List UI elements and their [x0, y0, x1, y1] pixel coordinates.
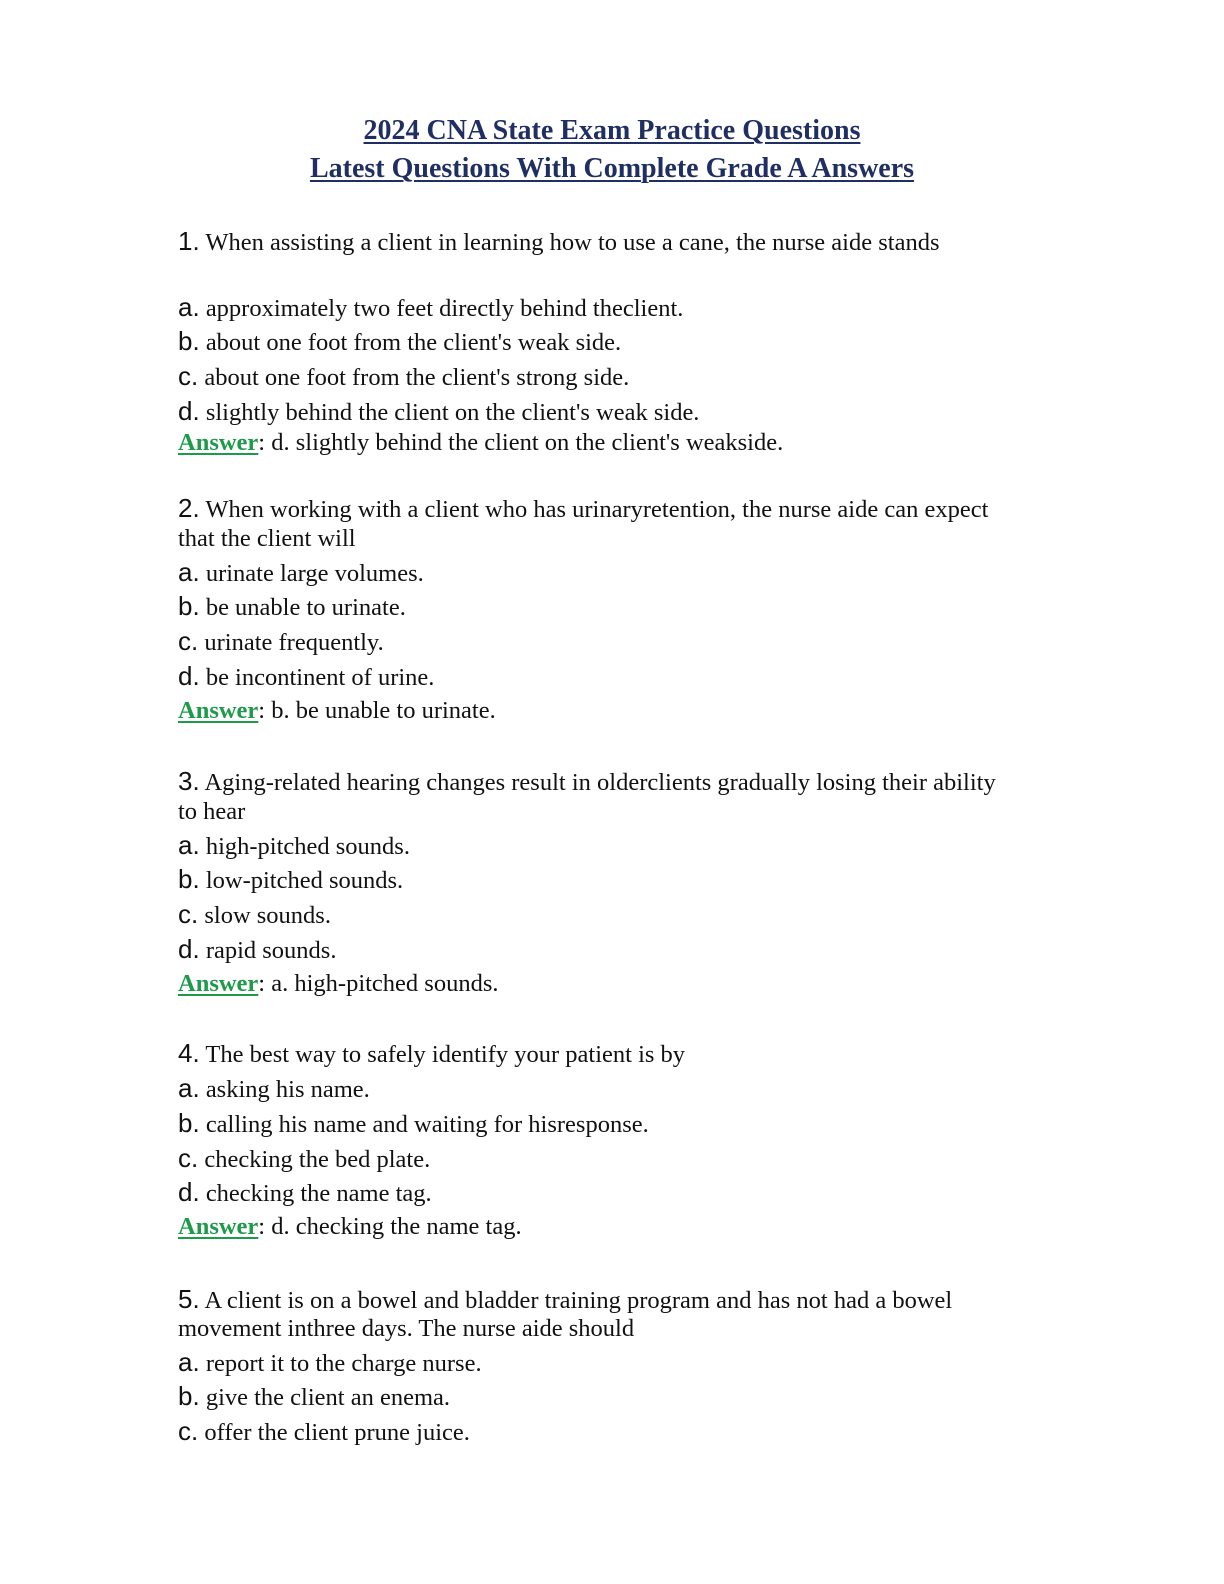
option-4c: c. checking the bed plate. [178, 1143, 431, 1173]
option-1d: d. slightly behind the client on the client's weak side. [178, 396, 700, 426]
document-title-line-2: Latest Questions With Complete Grade A Answers [309, 153, 915, 184]
option-letter: c. [178, 626, 199, 656]
question-number: 4. [178, 1038, 200, 1068]
option-1b: b. about one foot from the client's weak side. [178, 326, 622, 356]
option-1a: a. approximately two feet directly behind theclient. [178, 292, 684, 322]
option-4a: a. asking his name. [178, 1073, 370, 1103]
answer-label: Answer [178, 429, 259, 456]
option-4b: b. calling his name and waiting for hisresponse. [178, 1108, 649, 1138]
option-2a: a. urinate large volumes. [178, 557, 424, 587]
question-3-stem-line-2: to hear [178, 798, 246, 825]
option-letter: b. [178, 326, 200, 356]
option-letter: b. [178, 1381, 200, 1411]
answer-3: Answer: a. high-pitched sounds. [178, 970, 499, 997]
question-2-stem-line-1: 2. When working with a client who has urinaryretention, the nurse aide can expect [178, 493, 989, 523]
option-3a: a. high-pitched sounds. [178, 830, 410, 860]
question-number: 1. [178, 226, 200, 256]
option-letter: b. [178, 864, 200, 894]
option-letter: c. [178, 1416, 199, 1446]
answer-2: Answer: b. be unable to urinate. [178, 697, 496, 724]
answer-1: Answer: d. slightly behind the client on the client's weakside. [178, 429, 784, 456]
option-letter: a. [178, 1347, 200, 1377]
question-2-stem-line-2: that the client will [178, 525, 356, 552]
option-letter: c. [178, 899, 199, 929]
option-letter: a. [178, 830, 200, 860]
question-number: 2. [178, 493, 200, 523]
option-letter: a. [178, 557, 200, 587]
option-letter: d. [178, 661, 200, 691]
option-2b: b. be unable to urinate. [178, 591, 406, 621]
answer-label: Answer [178, 1213, 259, 1240]
option-5c: c. offer the client prune juice. [178, 1416, 470, 1446]
option-3b: b. low-pitched sounds. [178, 864, 404, 894]
question-number: 5. [178, 1284, 200, 1314]
option-5a: a. report it to the charge nurse. [178, 1347, 482, 1377]
answer-4: Answer: d. checking the name tag. [178, 1213, 522, 1240]
option-letter: d. [178, 934, 200, 964]
document-title-line-1: 2024 CNA State Exam Practice Questions [363, 115, 861, 146]
option-letter: a. [178, 292, 200, 322]
question-5-stem-line-1: 5. A client is on a bowel and bladder training program and has not had a bowel [178, 1284, 953, 1314]
question-5-stem-line-2: movement inthree days. The nurse aide should [178, 1315, 635, 1342]
option-2d: d. be incontinent of urine. [178, 661, 435, 691]
option-letter: b. [178, 591, 200, 621]
option-3d: d. rapid sounds. [178, 934, 337, 964]
option-5b: b. give the client an enema. [178, 1381, 451, 1411]
question-3-stem-line-1: 3. Aging-related hearing changes result in olderclients gradually losing their ability [178, 766, 996, 796]
option-letter: c. [178, 1143, 199, 1173]
option-2c: c. urinate frequently. [178, 626, 384, 656]
option-letter: d. [178, 1177, 200, 1207]
question-number: 3. [178, 766, 200, 796]
answer-label: Answer [178, 697, 259, 724]
option-letter: a. [178, 1073, 200, 1103]
question-1-stem: 1. When assisting a client in learning how to use a cane, the nurse aide stands [178, 226, 940, 256]
option-1c: c. about one foot from the client's strong side. [178, 361, 630, 391]
answer-label: Answer [178, 970, 259, 997]
option-3c: c. slow sounds. [178, 899, 331, 929]
question-4-stem: 4. The best way to safely identify your patient is by [178, 1038, 686, 1068]
option-letter: d. [178, 396, 200, 426]
option-letter: b. [178, 1108, 200, 1138]
option-4d: d. checking the name tag. [178, 1177, 432, 1207]
option-letter: c. [178, 361, 199, 391]
